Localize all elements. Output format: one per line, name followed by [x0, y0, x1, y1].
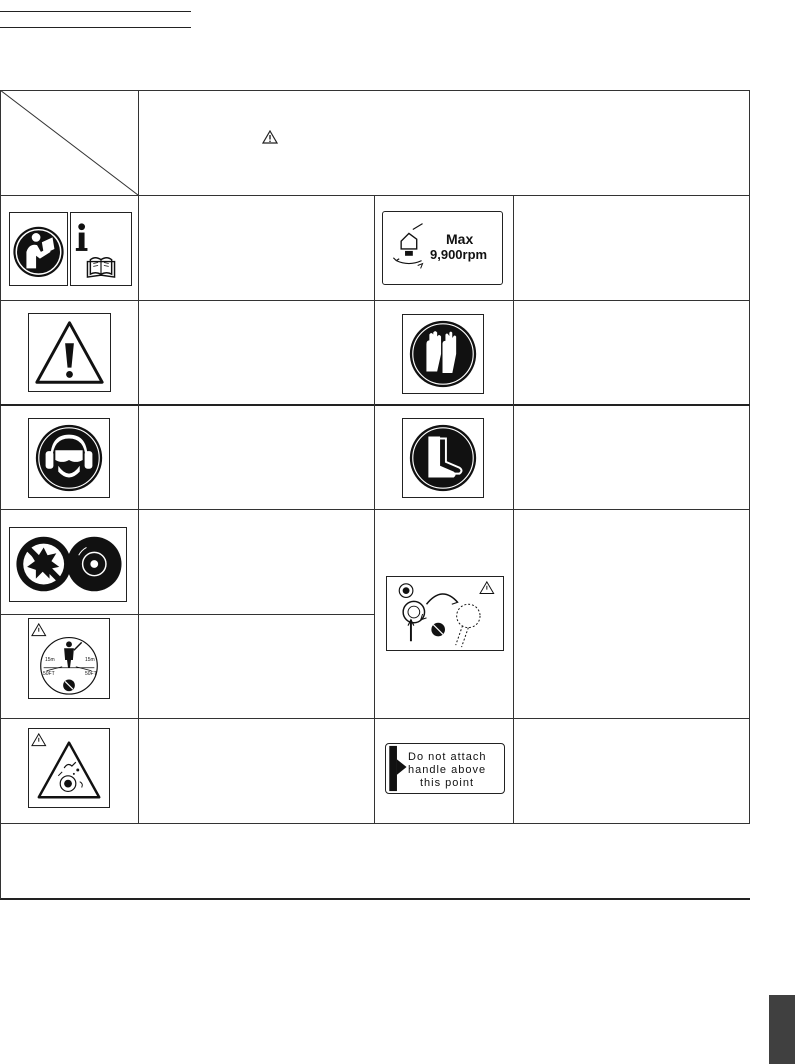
eye-ear-protection-icon — [28, 418, 110, 498]
rpm-value-text: 9,900rpm — [430, 247, 488, 262]
col-line-3 — [513, 195, 514, 824]
no-saw-blade-icon — [9, 527, 127, 602]
blade-rotation-icon — [386, 576, 504, 651]
col-line-1 — [138, 195, 139, 824]
page-side-tab — [769, 995, 795, 1064]
handle-label-line3: this point — [420, 777, 475, 789]
max-rpm-label-icon — [382, 211, 503, 285]
read-manual-icon — [9, 212, 68, 286]
row-line-1 — [0, 195, 750, 196]
distance-right-m: 15m — [85, 657, 95, 663]
row-line-5-left — [0, 614, 374, 615]
handle-label-line2: handle above — [408, 764, 487, 776]
row-line-7 — [0, 823, 750, 824]
distance-left-m: 15m — [45, 657, 55, 663]
table-bottom-border — [0, 898, 750, 900]
thrown-objects-icon — [28, 728, 110, 808]
top-rule-1 — [0, 11, 191, 12]
row-line-2 — [0, 300, 750, 301]
distance-right-ft: 50FT — [85, 671, 97, 677]
col-line-2 — [374, 195, 375, 824]
info-manual-icon — [70, 212, 132, 286]
top-rule-2 — [0, 27, 191, 28]
gloves-icon — [402, 314, 484, 394]
header-diagonal — [0, 90, 139, 195]
table-left-border — [0, 90, 1, 899]
rpm-max-text: Max — [446, 231, 474, 247]
row-line-6 — [0, 718, 750, 719]
table-right-border — [749, 90, 750, 824]
distance-left-ft: 50FT — [43, 671, 55, 677]
handle-position-label-icon — [385, 743, 505, 794]
distance-15m-icon — [28, 618, 110, 699]
header-warning-glyph — [262, 130, 278, 144]
row-line-3 — [0, 404, 750, 406]
handle-label-line1: Do not attach — [408, 751, 487, 763]
row-line-4 — [0, 509, 750, 510]
boots-icon — [402, 418, 484, 498]
warning-triangle-icon — [28, 313, 111, 392]
